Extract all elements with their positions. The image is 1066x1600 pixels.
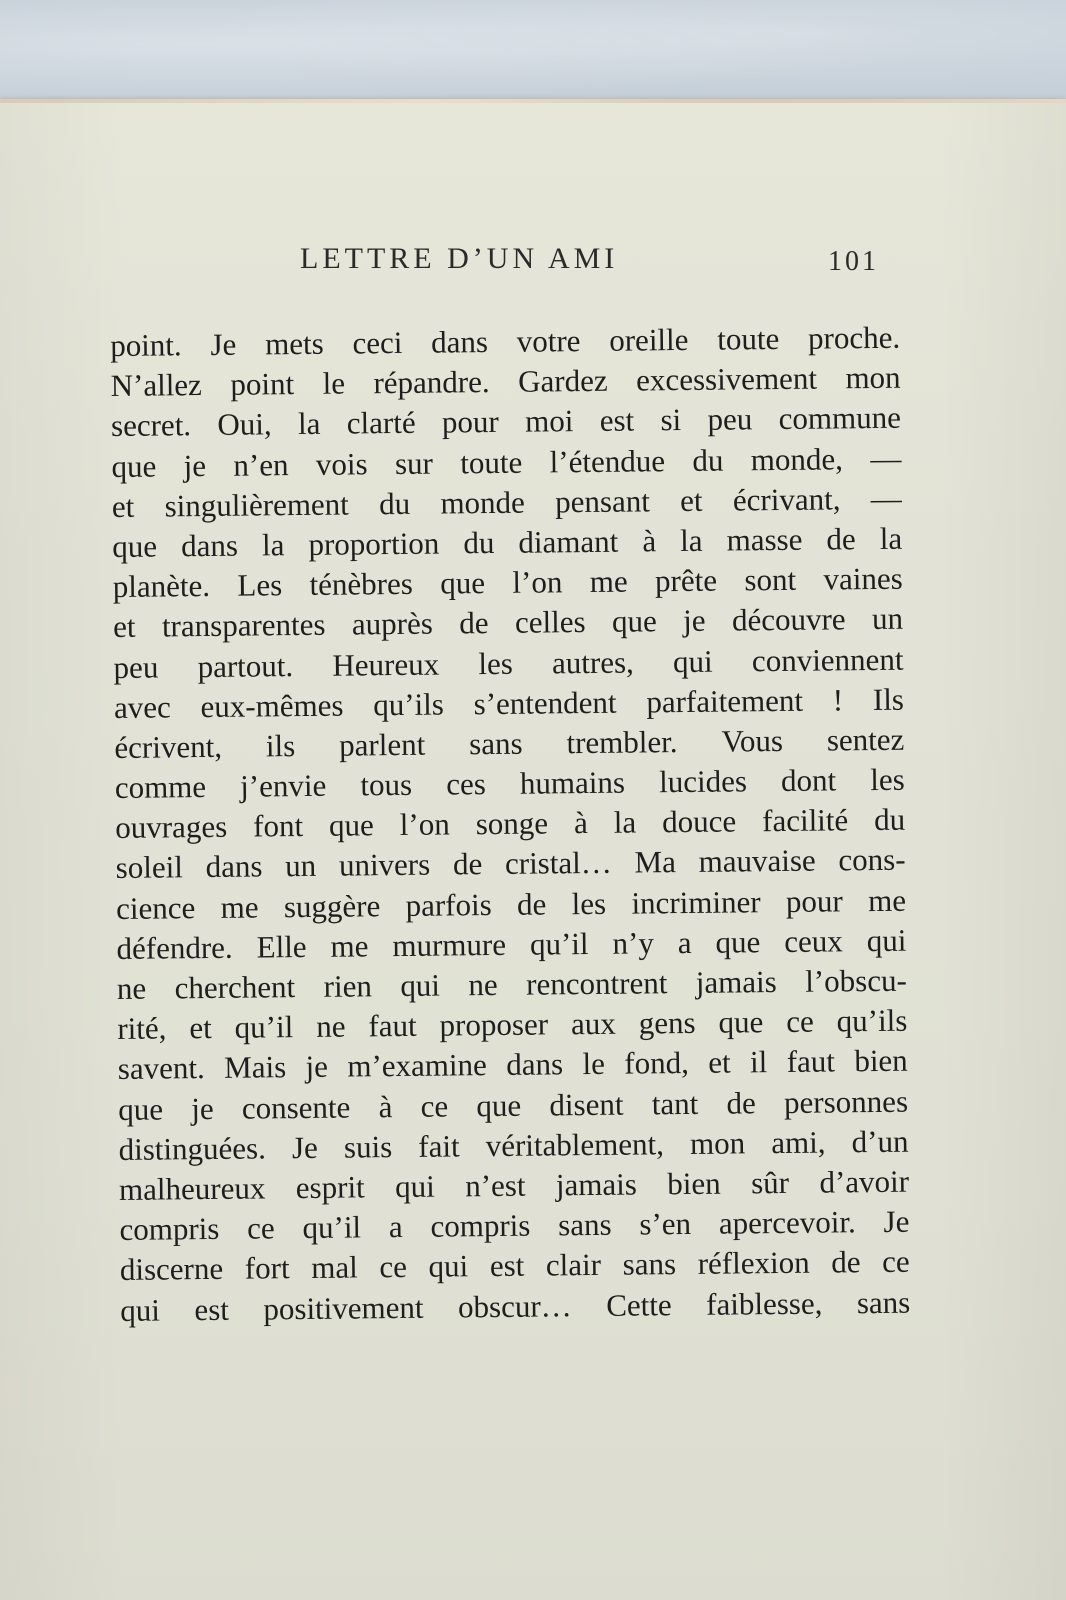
- word: du: [873, 801, 906, 838]
- word: est: [194, 1291, 230, 1327]
- word: si: [660, 402, 682, 438]
- word: point: [230, 366, 295, 402]
- text-line: [118, 1121, 908, 1169]
- word: découvre: [731, 601, 846, 638]
- word: me: [589, 563, 628, 600]
- word: faut: [786, 1043, 836, 1080]
- word: Je: [291, 1129, 318, 1165]
- word: commune: [778, 400, 902, 437]
- word: Les: [237, 567, 283, 603]
- word: qui: [120, 1292, 161, 1328]
- word: la: [879, 520, 903, 556]
- word: sur: [394, 445, 434, 481]
- word: vois: [315, 445, 368, 482]
- word: véritablement,: [485, 1125, 665, 1163]
- word: de: [452, 846, 483, 882]
- word: ce: [420, 1088, 449, 1124]
- word: du: [692, 442, 724, 478]
- word: fait: [418, 1128, 460, 1164]
- word: faiblesse,: [705, 1285, 823, 1322]
- word: Mais: [223, 1049, 287, 1086]
- word: de: [826, 521, 856, 557]
- word: toute: [460, 444, 523, 480]
- word: consente: [241, 1089, 351, 1126]
- word: qu’ils: [836, 1002, 908, 1039]
- word: que: [111, 448, 157, 484]
- word: cherchent: [174, 969, 296, 1006]
- word: Ma: [634, 844, 677, 880]
- word: qui: [400, 967, 441, 1003]
- word: ce: [379, 1249, 408, 1285]
- word: ceci: [352, 324, 403, 361]
- word: soleil: [115, 849, 184, 886]
- word: me: [867, 882, 907, 918]
- word: autres,: [551, 644, 635, 680]
- background-surface: [0, 0, 1066, 110]
- word: votre: [516, 323, 581, 359]
- word: personnes: [783, 1083, 909, 1120]
- word: n’y: [612, 925, 655, 961]
- word: que: [328, 807, 375, 843]
- word: et: [189, 1010, 212, 1046]
- word: bien: [667, 1165, 721, 1202]
- word: bien: [854, 1043, 908, 1079]
- word: comme: [114, 769, 207, 806]
- word: monde,: [750, 440, 844, 477]
- word: Vous: [721, 722, 784, 759]
- word: n’en: [233, 446, 289, 483]
- word: pensant: [554, 483, 651, 520]
- word: suggère: [283, 887, 381, 924]
- word: avec: [113, 689, 171, 725]
- word: incriminer: [631, 883, 761, 921]
- word: diamant: [518, 523, 619, 560]
- word: facilité: [761, 802, 849, 839]
- word: compris: [119, 1211, 220, 1248]
- word: vaines: [823, 560, 903, 597]
- word: Ils: [872, 681, 905, 717]
- word: sûr: [750, 1164, 790, 1201]
- word: à: [573, 805, 588, 841]
- word: la: [613, 804, 637, 841]
- word: la: [297, 406, 321, 442]
- word: —: [870, 440, 902, 476]
- word: sentez: [826, 721, 905, 758]
- word: esprit: [295, 1169, 365, 1206]
- word: à: [642, 523, 657, 559]
- word: et: [680, 482, 703, 518]
- text-line: [114, 679, 904, 727]
- word: Je: [210, 326, 237, 362]
- word: que: [476, 1087, 522, 1123]
- word: de: [516, 886, 547, 922]
- word: prête: [654, 562, 718, 599]
- word: mauvaise: [698, 843, 816, 880]
- word: humains: [519, 764, 626, 801]
- word: fond,: [624, 1045, 690, 1082]
- word: pour: [441, 404, 499, 440]
- word: aux: [570, 1005, 616, 1042]
- word: Oui,: [217, 406, 272, 443]
- word: ouvrages: [115, 809, 228, 846]
- word: qui: [866, 922, 907, 958]
- word: ceux: [784, 923, 843, 959]
- word: sans: [856, 1284, 911, 1320]
- word: Je: [883, 1203, 910, 1240]
- word: il: [749, 1044, 768, 1080]
- word: savent.: [117, 1050, 205, 1087]
- word: planète.: [112, 568, 211, 605]
- word: écrivent,: [114, 728, 223, 765]
- word: univers: [338, 847, 431, 884]
- word: lucides: [658, 763, 748, 800]
- word: obscur…: [457, 1287, 572, 1324]
- word: ne: [468, 966, 498, 1003]
- word: un: [285, 848, 317, 884]
- word: point.: [110, 327, 182, 363]
- word: ces: [446, 766, 486, 802]
- word: les: [870, 761, 905, 798]
- word: apercevoir.: [718, 1204, 856, 1241]
- word: rien: [323, 968, 373, 1004]
- word: ne: [316, 1008, 346, 1045]
- page-number: 101: [828, 246, 879, 277]
- word: le: [322, 365, 346, 401]
- word: masse: [726, 521, 803, 558]
- word: qu’ils: [373, 686, 445, 722]
- word: ce: [246, 1210, 275, 1246]
- word: je: [191, 1090, 214, 1126]
- word: sans: [468, 725, 523, 762]
- word: ce: [881, 1243, 910, 1280]
- word: rencontrent: [525, 965, 668, 1002]
- word: d’un: [851, 1123, 909, 1160]
- word: compris: [430, 1207, 531, 1244]
- word: qui: [394, 1168, 435, 1204]
- text-line: [120, 1282, 910, 1330]
- word: auprès: [351, 605, 434, 642]
- word: jamais: [555, 1166, 638, 1203]
- word: mets: [264, 325, 324, 362]
- word: je: [682, 603, 706, 639]
- word: de: [459, 605, 489, 641]
- word: du: [378, 485, 411, 521]
- page-top-edge: [0, 99, 1066, 103]
- word: eux-mêmes: [200, 687, 344, 724]
- word: répandre.: [373, 364, 490, 401]
- word: faut: [368, 1008, 417, 1044]
- body-text: [110, 318, 910, 1331]
- word: jamais: [695, 964, 777, 1000]
- word: clair: [545, 1247, 602, 1283]
- word: que: [112, 528, 158, 564]
- word: me: [220, 889, 259, 925]
- word: et: [112, 609, 136, 645]
- word: l’on: [399, 806, 450, 843]
- word: m’examine: [347, 1047, 487, 1084]
- word: suis: [343, 1128, 393, 1165]
- word: n’est: [465, 1167, 526, 1204]
- word: —: [870, 480, 902, 516]
- word: la: [680, 522, 703, 558]
- word: qu’il: [302, 1209, 362, 1246]
- word: partout.: [197, 647, 294, 684]
- word: moi: [524, 403, 574, 440]
- word: proposer: [439, 1006, 549, 1043]
- word: qu’il: [529, 925, 589, 962]
- word: les: [571, 885, 607, 921]
- word: est: [599, 402, 635, 439]
- word: conviennent: [751, 641, 904, 678]
- word: discerne: [119, 1251, 224, 1288]
- word: murmure: [392, 926, 507, 963]
- word: pour: [785, 882, 843, 919]
- word: secret.: [110, 407, 192, 444]
- word: sont: [744, 561, 797, 598]
- word: s’en: [639, 1206, 692, 1242]
- word: du: [463, 524, 495, 561]
- word: monde: [440, 484, 526, 521]
- word: distinguées.: [118, 1130, 267, 1167]
- word: dans: [430, 324, 489, 360]
- word: proche.: [807, 319, 901, 356]
- word: Cette: [606, 1286, 672, 1323]
- word: douce: [661, 803, 737, 840]
- word: ils: [265, 727, 296, 764]
- word: clarté: [346, 405, 416, 441]
- word: peu: [707, 401, 753, 438]
- word: ténèbres: [309, 565, 414, 603]
- book-page: [0, 100, 1066, 1600]
- word: la: [261, 527, 285, 563]
- word: s’entendent: [473, 684, 617, 721]
- word: écrivant,: [732, 481, 841, 518]
- word: Gardez: [517, 362, 608, 399]
- word: celles: [514, 604, 586, 641]
- word: tous: [360, 766, 413, 803]
- word: excessivement: [636, 360, 818, 398]
- word: sans: [622, 1246, 677, 1282]
- word: rité,: [117, 1010, 167, 1047]
- word: que: [440, 565, 486, 601]
- word: de: [831, 1244, 861, 1280]
- word: et: [708, 1044, 731, 1081]
- word: parfois: [405, 886, 492, 923]
- word: réflexion: [697, 1245, 810, 1282]
- word: tant: [651, 1085, 699, 1121]
- word: parfaitement: [646, 682, 804, 720]
- word: l’étendue: [549, 442, 666, 479]
- word: cristal…: [504, 845, 612, 882]
- word: l’obscu-: [805, 962, 907, 999]
- word: qui: [428, 1248, 469, 1285]
- word: ne: [116, 970, 147, 1006]
- word: malheureux: [118, 1170, 266, 1207]
- word: !: [832, 682, 844, 718]
- word: ami,: [771, 1124, 826, 1160]
- word: et: [111, 488, 135, 524]
- word: ce: [786, 1003, 814, 1040]
- word: mon: [689, 1125, 746, 1161]
- word: défendre.: [116, 929, 233, 966]
- word: que: [611, 603, 657, 640]
- word: que: [718, 1004, 764, 1040]
- word: d’avoir: [819, 1163, 910, 1200]
- word: dont: [780, 762, 837, 799]
- word: oreille: [609, 321, 689, 358]
- text-line: [116, 921, 906, 969]
- word: singulièrement: [164, 486, 349, 524]
- word: trembler.: [566, 723, 678, 761]
- word: je: [305, 1049, 329, 1085]
- word: disent: [549, 1086, 624, 1123]
- word: mal: [311, 1249, 358, 1286]
- word: dans: [180, 527, 239, 564]
- running-title: LETTRE D’UN AMI: [300, 242, 619, 275]
- word: transparentes: [161, 607, 326, 644]
- word: qu’il: [234, 1009, 294, 1045]
- word: toute: [717, 320, 780, 357]
- word: un: [871, 601, 904, 637]
- word: a: [388, 1209, 403, 1245]
- word: de: [726, 1084, 756, 1121]
- word: proportion: [308, 525, 440, 562]
- word: dans: [205, 848, 263, 885]
- word: j’envie: [240, 767, 327, 804]
- word: Heureux: [332, 646, 440, 683]
- word: a: [677, 924, 692, 960]
- word: le: [582, 1046, 606, 1082]
- word: l’on: [512, 564, 563, 600]
- word: font: [252, 808, 304, 844]
- word: je: [183, 447, 207, 483]
- word: sans: [558, 1206, 612, 1243]
- word: peu: [113, 649, 159, 685]
- word: dans: [506, 1046, 564, 1083]
- word: cience: [115, 889, 196, 926]
- word: que: [118, 1091, 164, 1127]
- word: qui: [672, 643, 713, 679]
- word: Elle: [256, 928, 307, 965]
- word: est: [489, 1248, 525, 1284]
- word: positivement: [263, 1289, 424, 1326]
- word: me: [330, 928, 369, 964]
- word: mon: [845, 359, 901, 396]
- word: fort: [244, 1250, 290, 1286]
- word: songe: [475, 805, 549, 842]
- word: gens: [638, 1005, 696, 1041]
- word: à: [378, 1088, 393, 1124]
- word: cons-: [838, 842, 906, 878]
- word: parlent: [338, 726, 426, 763]
- word: N’allez: [110, 367, 203, 404]
- word: les: [478, 645, 513, 681]
- word: que: [715, 924, 761, 960]
